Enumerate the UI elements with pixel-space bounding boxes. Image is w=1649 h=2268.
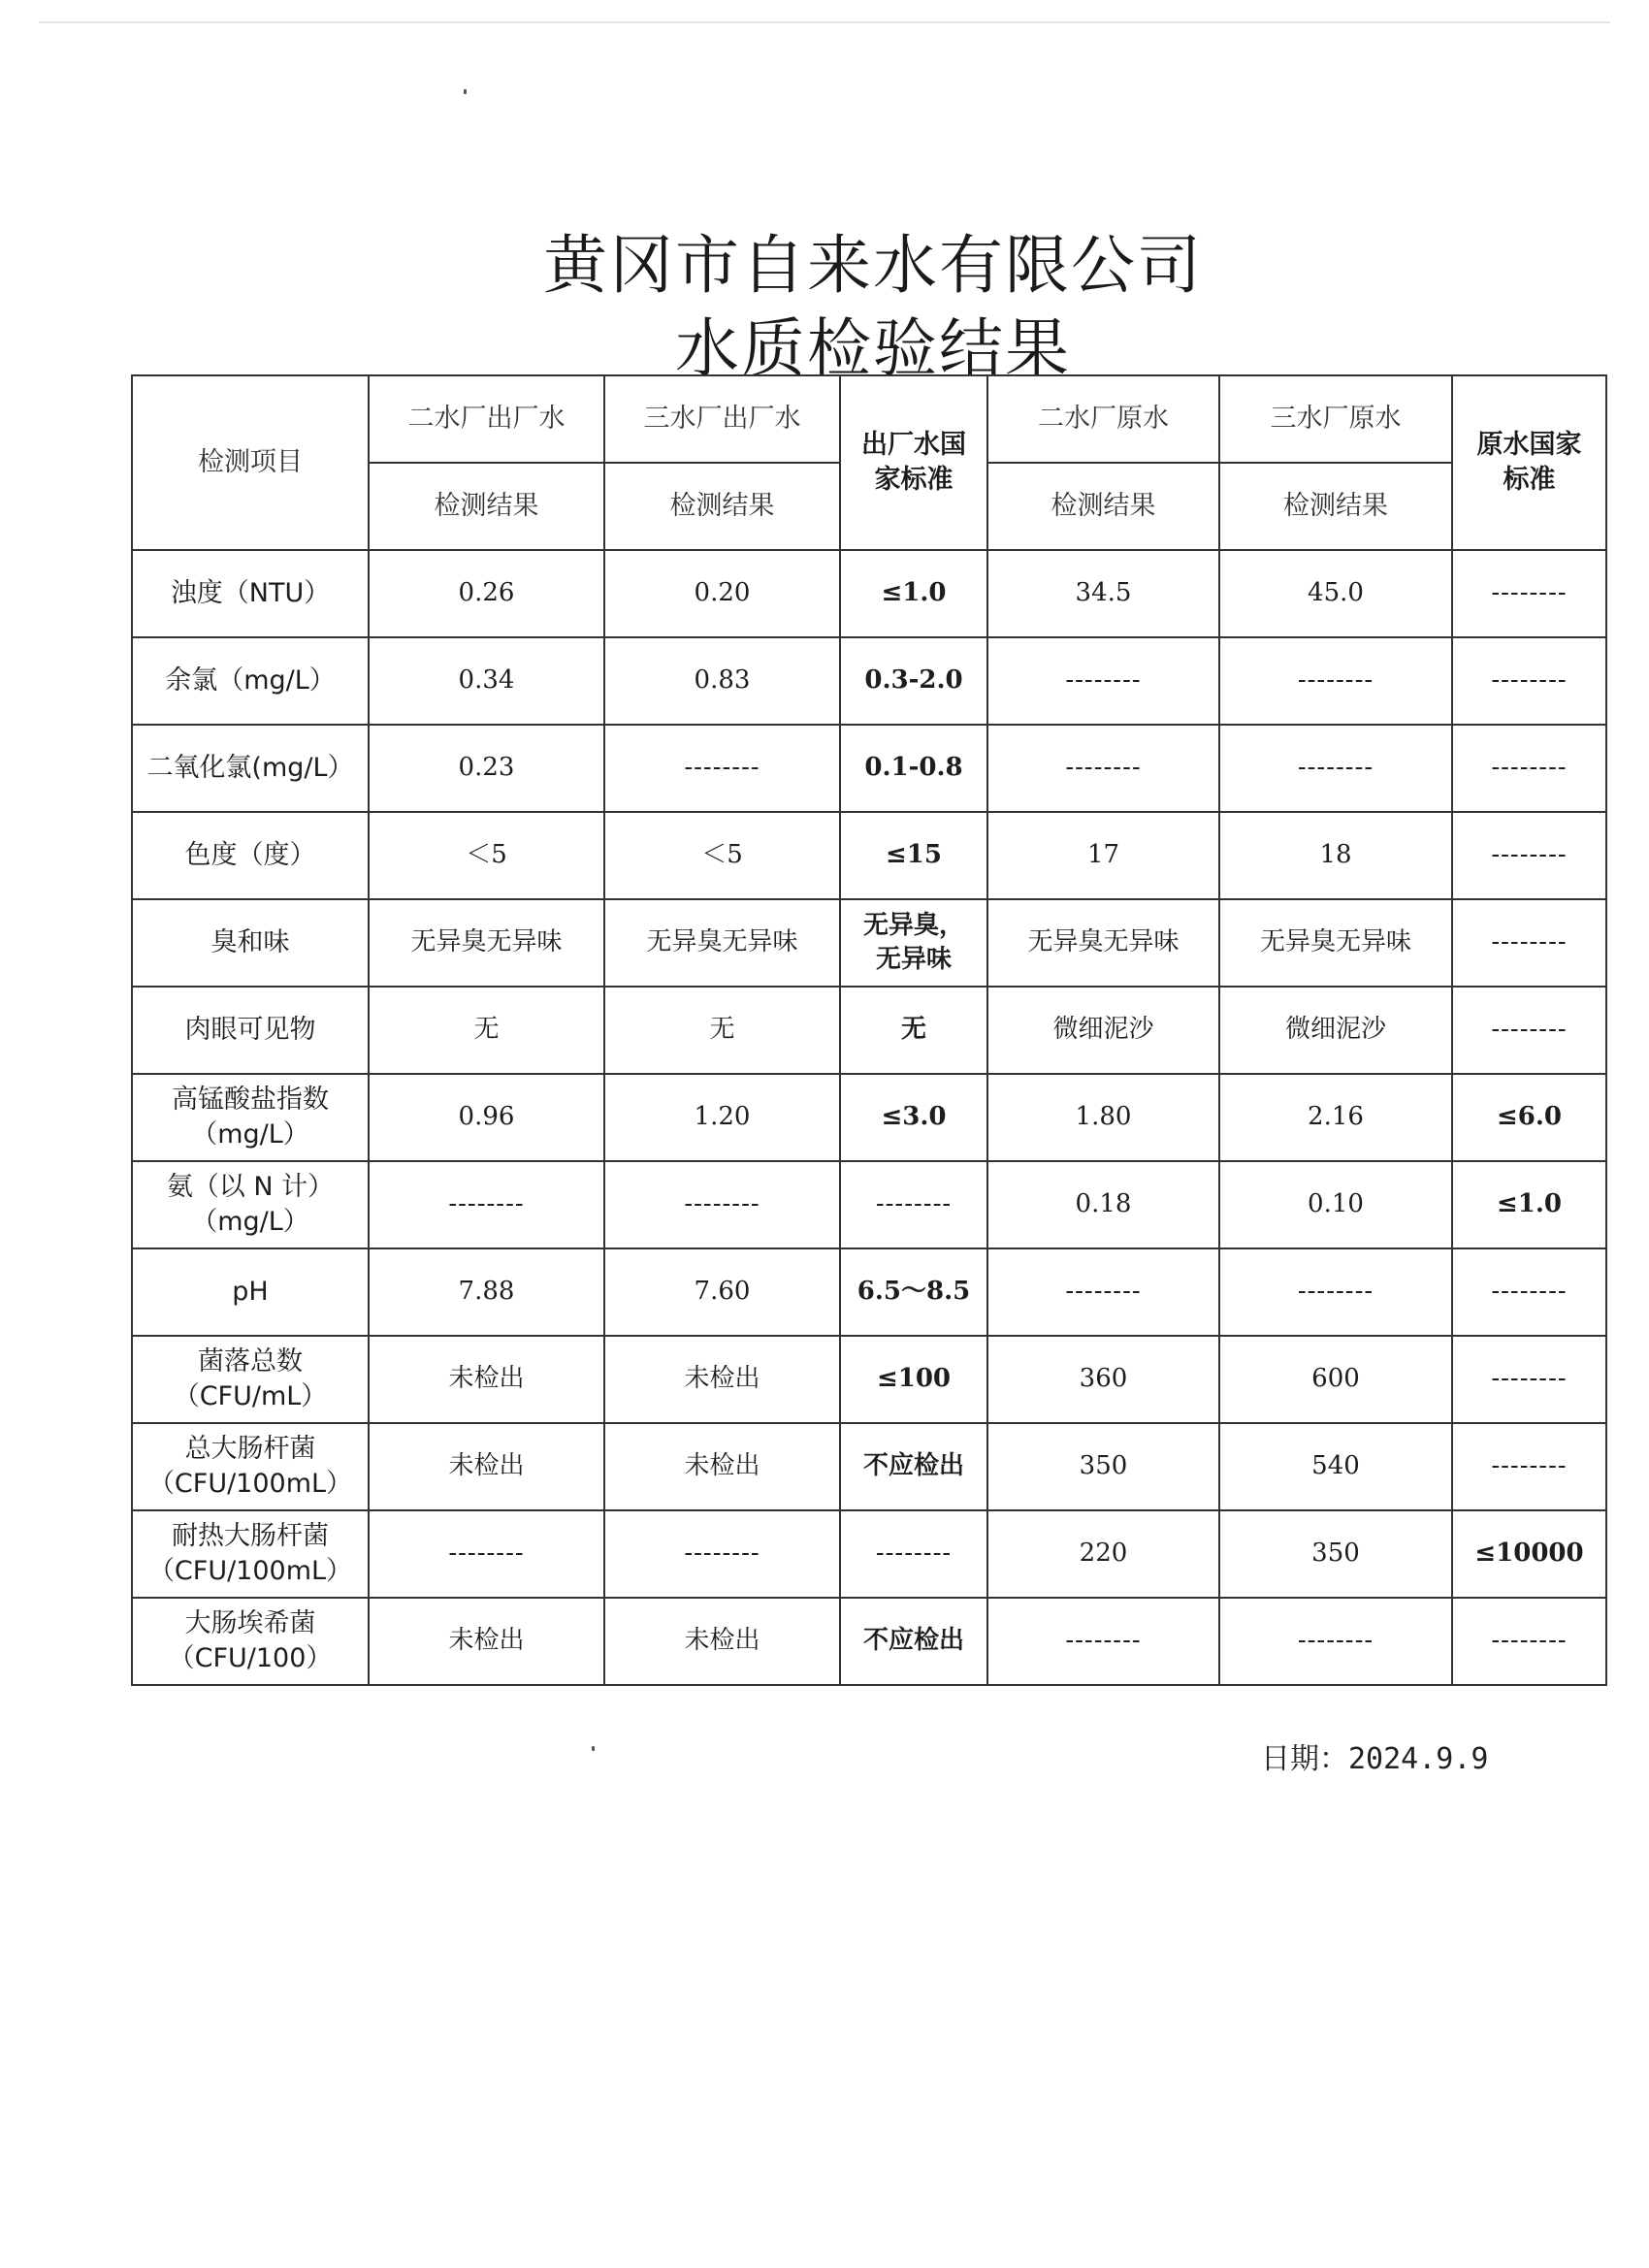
standard-cell: ≤3.0: [840, 1074, 987, 1161]
result-cell: 1.20: [604, 1074, 840, 1161]
result-cell: --------: [987, 1248, 1219, 1336]
row-item-label-line: （CFU/mL）: [173, 1381, 328, 1411]
result-cell: 17: [987, 812, 1219, 899]
standard-cell: --------: [1452, 1598, 1606, 1685]
row-item-label-line: 高锰酸盐指数: [172, 1084, 329, 1115]
result-cell: 540: [1219, 1423, 1452, 1510]
scan-speck: [592, 1746, 595, 1751]
result-cell: --------: [1219, 1248, 1452, 1336]
result-cell: 未检出: [604, 1598, 840, 1685]
standard-cell: ≤100: [840, 1336, 987, 1423]
result-cell: 微细泥沙: [1219, 987, 1452, 1074]
report-title: 水质检验结果: [675, 311, 1071, 386]
standard-cell: ≤1.0: [1452, 1161, 1606, 1248]
group-header-out-standard: 出厂水国 家标准: [840, 375, 987, 550]
result-cell: --------: [1219, 637, 1452, 725]
result-cell: 无异臭无异味: [604, 899, 840, 987]
result-cell: 220: [987, 1510, 1219, 1598]
standard-cell: --------: [1452, 987, 1606, 1074]
result-cell: 45.0: [1219, 550, 1452, 637]
standard-cell: 0.1-0.8: [840, 725, 987, 812]
result-cell: --------: [604, 1510, 840, 1598]
result-cell: 7.60: [604, 1248, 840, 1336]
result-cell: 600: [1219, 1336, 1452, 1423]
group-header-raw-standard: 原水国家 标准: [1452, 375, 1606, 550]
row-item-label-line: （mg/L）: [191, 1207, 309, 1237]
standard-cell: --------: [1452, 812, 1606, 899]
row-item-label-line: 总大肠杆菌: [184, 1433, 316, 1464]
row-item-label-line: 菌落总数: [198, 1345, 303, 1377]
result-cell: 无: [369, 987, 604, 1074]
standard-cell: ≤6.0: [1452, 1074, 1606, 1161]
standard-cell: ≤15: [840, 812, 987, 899]
result-cell: 无异臭无异味: [987, 899, 1219, 987]
standard-cell: 6.5～8.5: [840, 1248, 987, 1336]
subheader: 检测结果: [604, 463, 840, 550]
row-item-label-line: （CFU/100mL）: [147, 1556, 353, 1586]
table-row: [132, 1161, 1606, 1248]
standard-cell: --------: [1452, 1248, 1606, 1336]
water-quality-table: [131, 374, 1607, 1686]
row-item-label-line: （mg/L）: [191, 1119, 309, 1150]
standard-cell: 无: [840, 987, 987, 1074]
group-header: 二水厂原水: [987, 375, 1219, 463]
result-cell: 0.96: [369, 1074, 604, 1161]
row-item-label-line: 氨（以 N 计）: [166, 1171, 335, 1202]
row-item-label-line: 耐热大肠杆菌: [172, 1520, 329, 1551]
row-item-label: [132, 899, 369, 987]
standard-cell: --------: [1452, 637, 1606, 725]
result-cell: --------: [604, 1161, 840, 1248]
result-cell: 未检出: [369, 1598, 604, 1685]
result-cell: ＜5: [604, 812, 840, 899]
result-cell: 34.5: [987, 550, 1219, 637]
row-item-label: [132, 1510, 369, 1598]
result-cell: 2.16: [1219, 1074, 1452, 1161]
table-row: [132, 987, 1606, 1074]
row-item-label: [132, 1336, 369, 1423]
row-item-label: [132, 812, 369, 899]
result-cell: 360: [987, 1336, 1219, 1423]
result-cell: --------: [1219, 1598, 1452, 1685]
subheader: 检测结果: [987, 463, 1219, 550]
standard-cell-line: 无异臭，: [862, 910, 964, 940]
row-item-label-line: （CFU/100mL）: [147, 1469, 353, 1499]
result-cell: 350: [1219, 1510, 1452, 1598]
row-item-label: [132, 550, 369, 637]
standard-cell: ≤10000: [1452, 1510, 1606, 1598]
row-item-label-line: pH: [232, 1276, 269, 1307]
result-cell: 无异臭无异味: [369, 899, 604, 987]
row-item-label: [132, 637, 369, 725]
table-row: [132, 637, 1606, 725]
result-cell: --------: [987, 1598, 1219, 1685]
subheader: 检测结果: [1219, 463, 1452, 550]
table-row: [132, 812, 1606, 899]
scan-speck: [464, 89, 467, 94]
result-cell: --------: [987, 637, 1219, 725]
result-cell: 0.34: [369, 637, 604, 725]
group-header: 三水厂出厂水: [604, 375, 840, 463]
result-cell: 无异臭无异味: [1219, 899, 1452, 987]
row-item-label: [132, 1423, 369, 1510]
standard-cell: ≤1.0: [840, 550, 987, 637]
header-row-groups: [132, 375, 1606, 463]
table-row: [132, 899, 1606, 987]
row-item-label-line: 色度（度）: [184, 839, 316, 870]
standard-cell: --------: [1452, 1423, 1606, 1510]
result-cell: 0.26: [369, 550, 604, 637]
row-item-label: [132, 1161, 369, 1248]
report-date: 日期：2024.9.9: [1261, 1742, 1489, 1776]
table-row: [132, 1336, 1606, 1423]
row-item-label-line: 肉眼可见物: [184, 1014, 316, 1045]
result-cell: 18: [1219, 812, 1452, 899]
result-cell: 0.18: [987, 1161, 1219, 1248]
table-row: [132, 1423, 1606, 1510]
top-scan-edge: [39, 21, 1610, 23]
table-row: [132, 550, 1606, 637]
table-row: [132, 1598, 1606, 1685]
row-item-label: [132, 1598, 369, 1685]
result-cell: --------: [987, 725, 1219, 812]
result-cell: 7.88: [369, 1248, 604, 1336]
table-row: [132, 1510, 1606, 1598]
result-cell: 0.23: [369, 725, 604, 812]
standard-cell-line: 无异味: [875, 945, 952, 974]
row-item-label-line: 二氧化氯(mg/L）: [146, 752, 354, 783]
row-item-label-line: 余氯（mg/L）: [165, 664, 336, 696]
group-header: 二水厂出厂水: [369, 375, 604, 463]
standard-cell: 不应检出: [840, 1423, 987, 1510]
result-cell: --------: [369, 1510, 604, 1598]
company-title: 黄冈市自来水有限公司: [543, 228, 1203, 303]
row-item-label-line: 臭和味: [210, 926, 290, 957]
standard-cell: 不应检出: [840, 1598, 987, 1685]
result-cell: 无: [604, 987, 840, 1074]
standard-cell: --------: [1452, 725, 1606, 812]
result-cell: 0.20: [604, 550, 840, 637]
result-cell: 350: [987, 1423, 1219, 1510]
result-cell: ＜5: [369, 812, 604, 899]
standard-cell: --------: [840, 1161, 987, 1248]
table-row: [132, 1248, 1606, 1336]
result-cell: 未检出: [369, 1423, 604, 1510]
row-item-label-line: 大肠埃希菌: [184, 1607, 316, 1638]
row-item-label: [132, 725, 369, 812]
result-cell: --------: [604, 725, 840, 812]
standard-cell: --------: [1452, 550, 1606, 637]
row-item-label-line: （CFU/100）: [168, 1643, 333, 1673]
standard-cell: --------: [840, 1510, 987, 1598]
standard-cell: [840, 899, 987, 987]
standard-cell: 0.3-2.0: [840, 637, 987, 725]
standard-cell: --------: [1452, 899, 1606, 987]
row-item-label: [132, 1074, 369, 1161]
result-cell: 未检出: [369, 1336, 604, 1423]
table-row: [132, 725, 1606, 812]
standard-cell: --------: [1452, 1336, 1606, 1423]
table-row: [132, 1074, 1606, 1161]
result-cell: --------: [369, 1161, 604, 1248]
row-item-label: [132, 1248, 369, 1336]
group-header: 三水厂原水: [1219, 375, 1452, 463]
result-cell: 0.10: [1219, 1161, 1452, 1248]
result-cell: 未检出: [604, 1336, 840, 1423]
result-cell: 未检出: [604, 1423, 840, 1510]
result-cell: 微细泥沙: [987, 987, 1219, 1074]
row-item-label-line: 浊度（NTU）: [170, 577, 331, 608]
subheader: 检测结果: [369, 463, 604, 550]
row-item-label: [132, 987, 369, 1074]
result-cell: 1.80: [987, 1074, 1219, 1161]
result-cell: --------: [1219, 725, 1452, 812]
item-header: 检测项目: [132, 375, 369, 550]
result-cell: 0.83: [604, 637, 840, 725]
